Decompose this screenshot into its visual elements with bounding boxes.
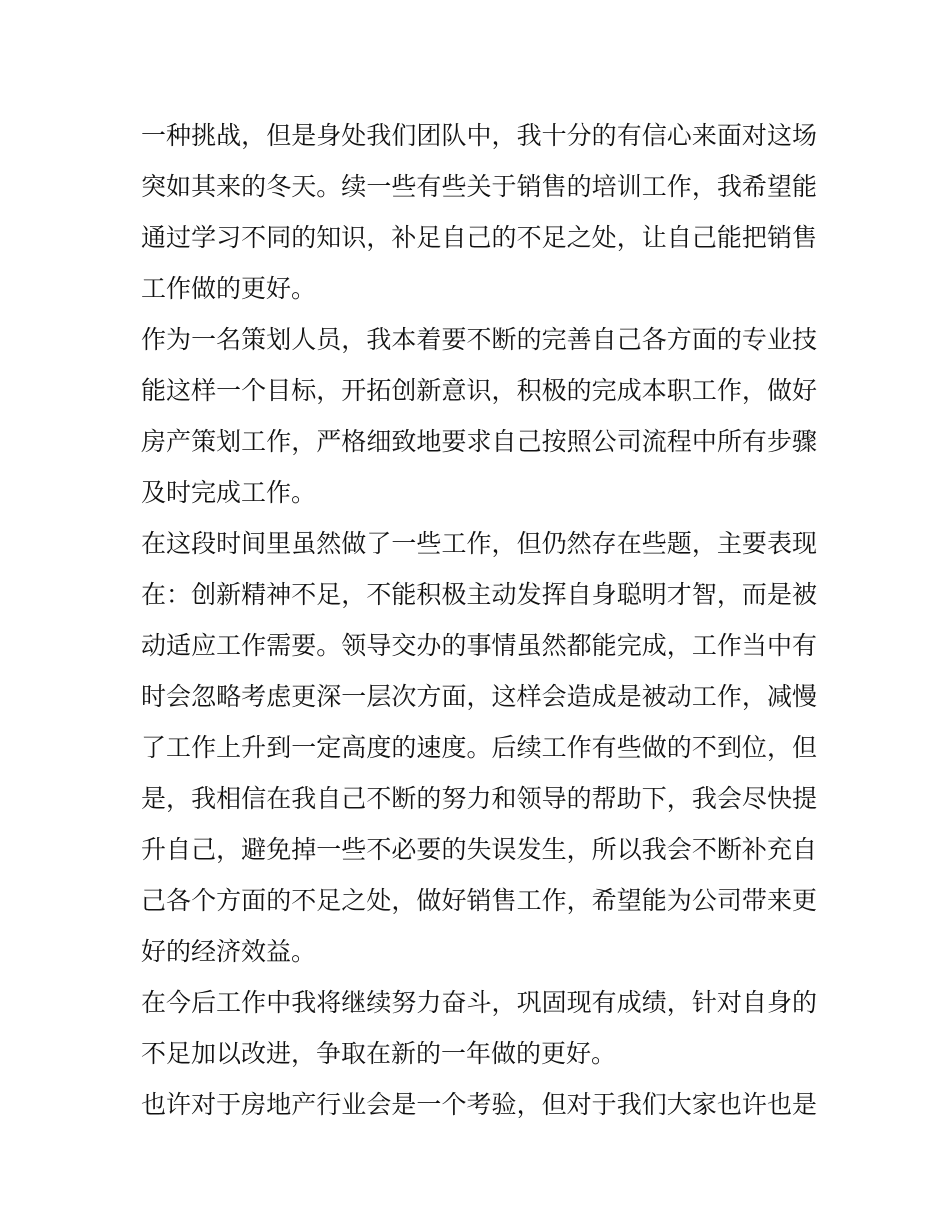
text-line: 时会忽略考虑更深一层次方面，这样会造成是被动工作，减慢 [141,682,817,711]
text-line: 己各个方面的不足之处，做好销售工作，希望能为公司带来更 [141,886,817,915]
text-line: 房产策划工作，严格细致地要求自己按照公司流程中所有步骤 [141,427,817,456]
text-line: 突如其来的冬天。续一些有些关于销售的培训工作，我希望能 [141,172,817,201]
text-line: 能这样一个目标，开拓创新意识，积极的完成本职工作，做好 [141,376,817,405]
text-line: 在这段时间里虽然做了一些工作，但仍然存在些题，主要表现 [141,529,817,558]
text-line: 不足加以改进，争取在新的一年做的更好。 [141,1039,617,1068]
document-body [141,110,817,1130]
text-line: 是，我相信在我自己不断的努力和领导的帮助下，我会尽快提 [141,784,817,813]
text-line: 在：创新精神不足，不能积极主动发挥自身聪明才智，而是被 [141,580,817,609]
text-line: 一种挑战，但是身处我们团队中，我十分的有信心来面对这场 [141,121,817,150]
text-line: 也许对于房地产行业会是一个考验，但对于我们大家也许也是 [141,1090,817,1119]
text-line: 升自己，避免掉一些不必要的失误发生，所以我会不断补充自 [141,835,817,864]
text-line: 通过学习不同的知识，补足自己的不足之处，让自己能把销售 [141,223,817,252]
text-line: 了工作上升到一定高度的速度。后续工作有些做的不到位，但 [141,733,817,762]
text-line: 工作做的更好。 [141,274,317,303]
text-line: 作为一名策划人员，我本着要不断的完善自己各方面的专业技 [141,325,817,354]
text-line: 好的经济效益。 [141,937,317,966]
text-line: 在今后工作中我将继续努力奋斗，巩固现有成绩，针对自身的 [141,988,817,1017]
text-line: 动适应工作需要。领导交办的事情虽然都能完成，工作当中有 [141,631,817,660]
text-line: 及时完成工作。 [141,478,317,507]
